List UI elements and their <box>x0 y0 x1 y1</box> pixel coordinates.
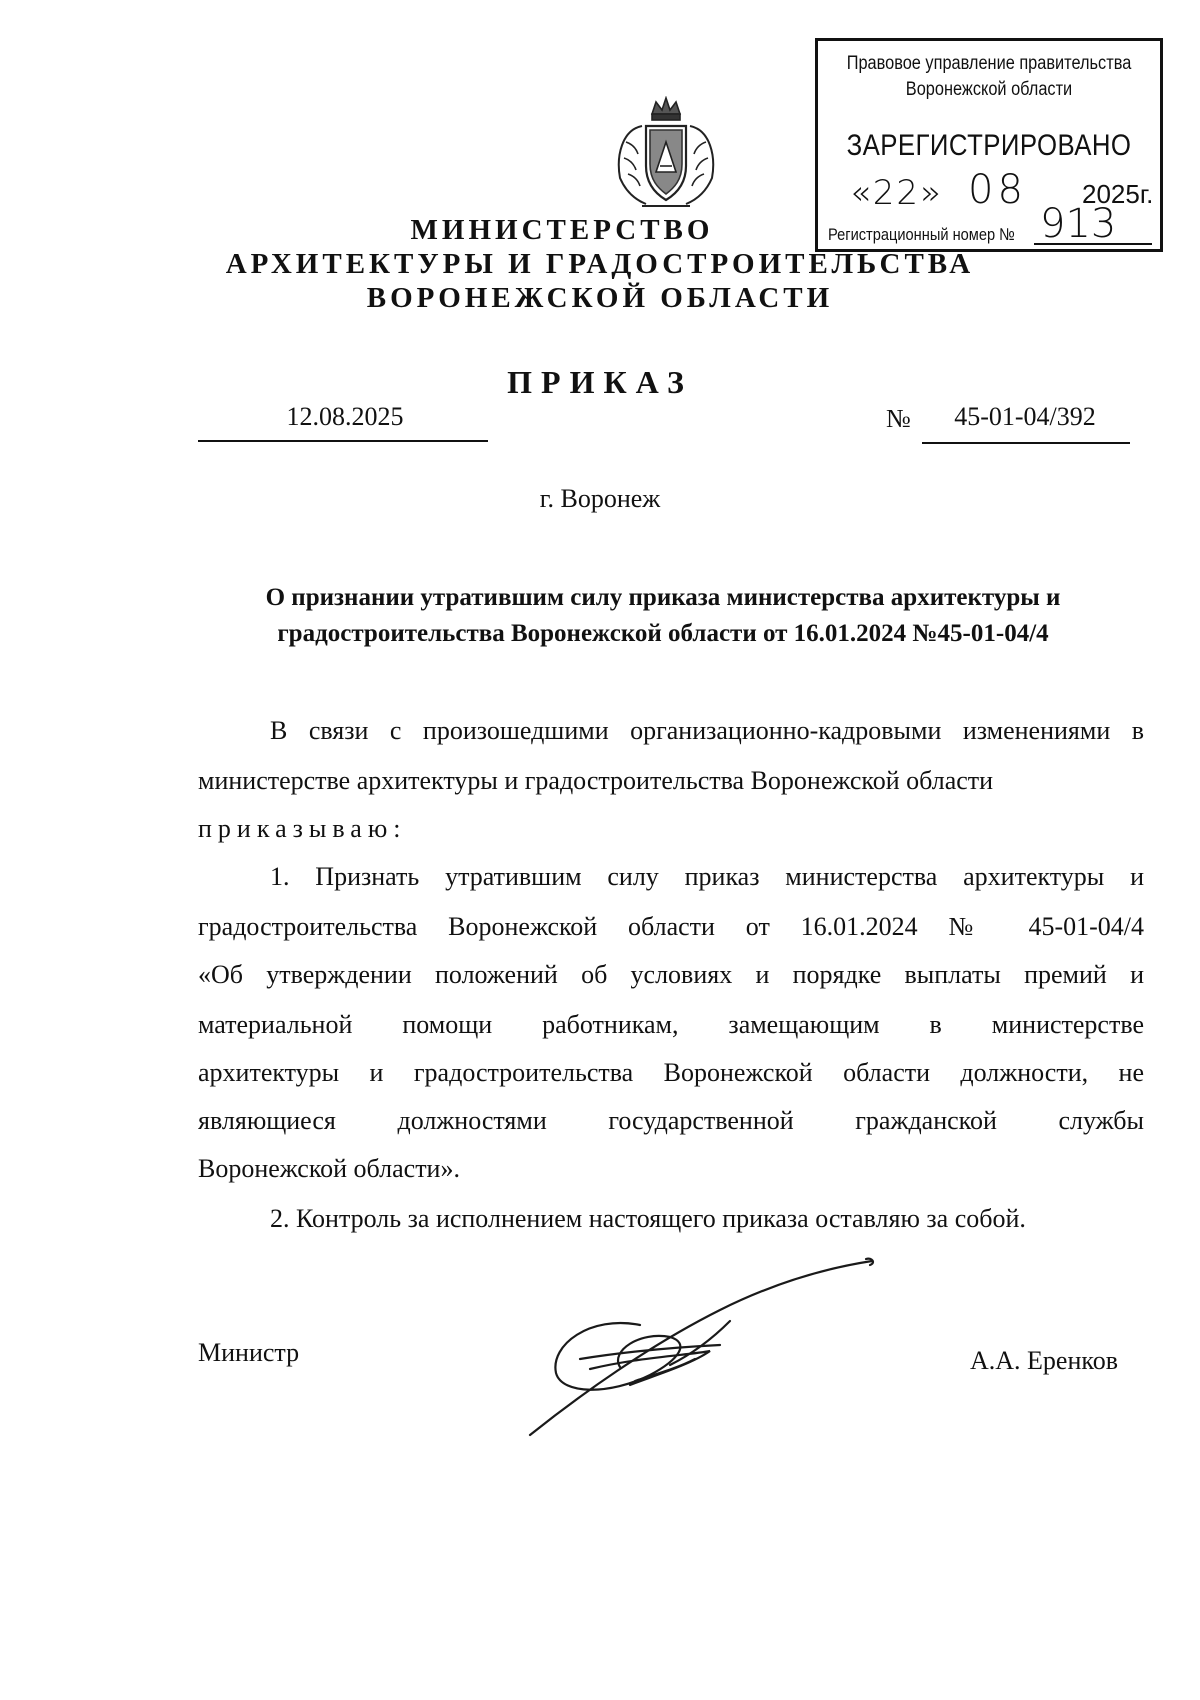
intro-line2: министерстве архитектуры и градостроительства Воронежской области <box>198 766 994 795</box>
stamp-organization <box>842 51 1136 103</box>
item1-line1: 1. Признать утратившим силу приказ министерства архитектуры и <box>270 862 1144 891</box>
handwritten-signature-icon <box>520 1255 880 1445</box>
item1-line3: «Об утверждении положений об условиях и порядке выплаты премий и <box>198 960 1144 989</box>
stamp-org-line2: Воронежской области <box>905 79 1073 100</box>
city: г. Воронеж <box>539 484 661 513</box>
item1-line7: Воронежской области». <box>198 1154 460 1183</box>
item1-line5: архитектуры и градостроительства Воронежской области должности, не <box>198 1058 1144 1087</box>
order-date-underline <box>198 440 488 442</box>
item1-line2: градостроительства Воронежской области от 16.01.2024 № 45-01-04/4 <box>198 912 1144 941</box>
ministry-name-line3: ВОРОНЕЖСКОЙ ОБЛАСТИ <box>366 282 834 314</box>
order-number-label: № <box>886 404 911 433</box>
stamp-day: «22» <box>850 173 943 213</box>
item1-line6: являющиеся должностями государственной гражданской службы <box>198 1106 1144 1135</box>
stamp-org-line1: Правовое управление правительства <box>846 53 1132 74</box>
document-subject <box>198 580 1128 652</box>
order-date: 12.08.2025 <box>286 402 404 431</box>
item1-line4: материальной помощи работникам, замещающим в министерстве <box>198 1010 1144 1039</box>
stamp-title: ЗАРЕГИСТРИРОВАНО <box>846 129 1132 162</box>
intro-line1: В связи с произошедшими организационно-кадровыми изменениями в <box>270 716 1144 745</box>
order-number: 45-01-04/392 <box>954 402 1096 431</box>
stamp-year: 2025г. <box>1082 179 1154 209</box>
subject-line1: О признании утратившим силу приказа министерства архитектуры и <box>265 584 1061 611</box>
coat-of-arms-icon <box>612 96 720 214</box>
ministry-name-line1: МИНИСТЕРСТВО <box>410 214 714 246</box>
stamp-regnum-label: Регистрационный номер № <box>828 225 1015 244</box>
order-word: приказываю: <box>198 814 407 843</box>
stamp-regnum: 913 <box>1040 201 1117 247</box>
document-type: ПРИКАЗ <box>507 364 693 400</box>
subject-line2: градостроительства Воронежской области от 16.01.2024 №45-01-04/4 <box>277 620 1049 647</box>
signer-name: А.А. Еренков <box>970 1346 1118 1375</box>
stamp-month: 08 <box>968 167 1027 213</box>
item2: 2. Контроль за исполнением настоящего приказа оставляю за собой. <box>270 1204 1026 1233</box>
signer-position: Министр <box>198 1338 300 1367</box>
order-number-underline <box>922 442 1130 444</box>
ministry-name-line2: АРХИТЕКТУРЫ И ГРАДОСТРОИТЕЛЬСТВА <box>225 248 975 280</box>
